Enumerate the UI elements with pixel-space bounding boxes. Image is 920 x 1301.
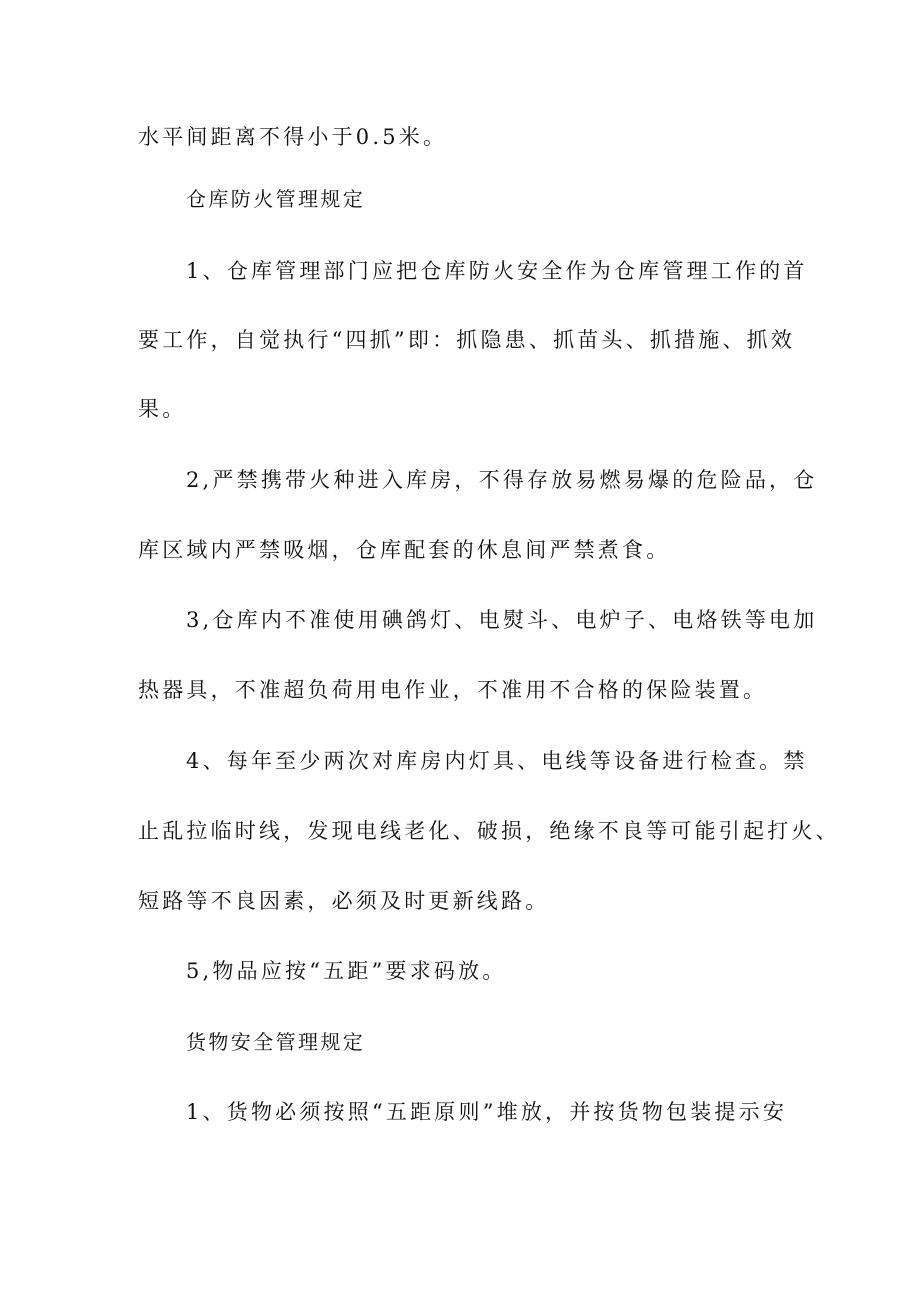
rule-1-line-2: 要工作，自觉执行“四抓”即：抓隐患、抓苗头、抓措施、抓效 xyxy=(138,328,796,352)
text-line-continuation: 水平间距离不得小于0.5米。 xyxy=(138,125,448,149)
rule-1-line-3: 果。 xyxy=(138,397,187,421)
rule-2-line-2: 库区域内严禁吸烟，仓库配套的休息间严禁煮食。 xyxy=(138,538,671,562)
rule-1-line-1: 1、仓库管理部门应把仓库防火安全作为仓库管理工作的首 xyxy=(186,259,808,283)
goods-rule-1-line-1: 1、货物必须按照“五距原则”堆放，并按货物包装提示安 xyxy=(186,1100,788,1124)
rule-2-line-1: 2,严禁携带火种进入库房，不得存放易燃易爆的危险品，仓 xyxy=(186,468,818,492)
rule-4-line-3: 短路等不良因素，必须及时更新线路。 xyxy=(138,889,550,913)
rule-4-line-2: 止乱拉临时线，发现电线老化、破损，绝缘不良等可能引起打火、 xyxy=(138,819,840,843)
section-heading-warehouse-fire: 仓库防火管理规定 xyxy=(186,187,366,211)
rule-3-line-1: 3,仓库内不准使用碘鸽灯、电熨斗、电炉子、电烙铁等电加 xyxy=(186,608,818,632)
section-heading-goods-safety: 货物安全管理规定 xyxy=(186,1030,366,1054)
rule-3-line-2: 热器具，不准超负荷用电作业，不准用不合格的保险装置。 xyxy=(138,678,768,702)
rule-4-line-1: 4、每年至少两次对库房内灯具、电线等设备进行检查。禁 xyxy=(186,749,808,773)
rule-5-line-1: 5,物品应按“五距”要求码放。 xyxy=(186,959,507,983)
